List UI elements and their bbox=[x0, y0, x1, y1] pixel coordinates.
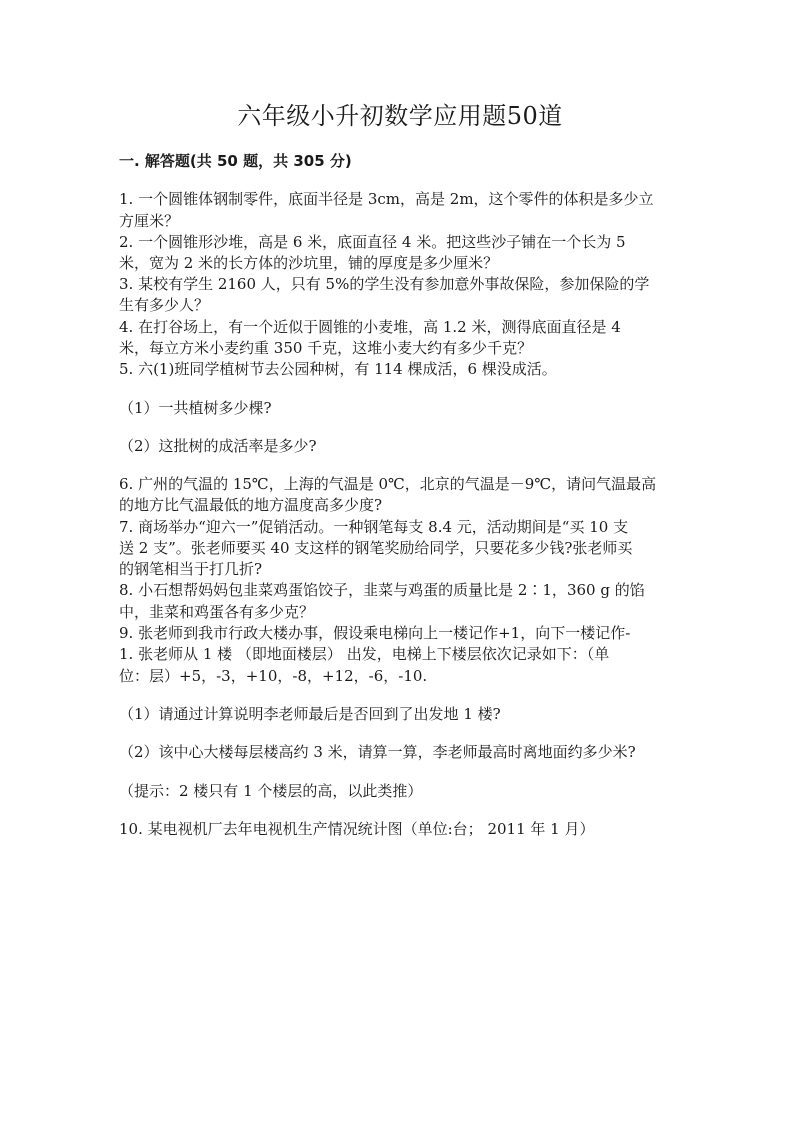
question-line: 5. 六(1)班同学植树节去公园种树，有 114 棵成活，6 棵没成活。 bbox=[119, 360, 557, 378]
question-line: 10. 某电视机厂去年电视机生产情况统计图（单位:台； 2011 年 1 月） bbox=[119, 820, 595, 838]
sub-question-line: （1）请通过计算说明李老师最后是否回到了出发地 1 楼? bbox=[119, 705, 501, 723]
sub-question-line: （2）该中心大楼每层楼高约 3 米，请算一算，李老师最高时离地面约多少米? bbox=[119, 743, 636, 761]
question-line: 生有多少人？ bbox=[119, 296, 210, 314]
question-line: 7. 商场举办“迎六一”促销活动。一种钢笔每支 8.4 元，活动期间是“买 10 支 bbox=[119, 518, 629, 536]
question-line: 中，韭菜和鸡蛋各有多少克？ bbox=[119, 603, 315, 621]
sub-question-line: （2）这批树的成活率是多少? bbox=[119, 437, 317, 455]
sub-question-line: （1）一共植树多少棵? bbox=[119, 399, 272, 417]
question-line: 的钢笔相当于打几折? bbox=[119, 560, 263, 578]
question-line: 方厘米？ bbox=[119, 212, 180, 230]
question-line: 4. 在打谷场上，有一个近似于圆锥的小麦堆，高 1.2 米，测得底面直径是 4 bbox=[119, 318, 621, 336]
question-line: 6. 广州的气温的 15℃，上海的气温是 0℃，北京的气温是－9℃，请问气温最高 bbox=[119, 475, 657, 493]
question-line: 1. 张老师从 1 楼 （即地面楼层） 出发，电梯上下楼层依次记录如下：（单 bbox=[119, 645, 610, 663]
question-line: 1. 一个圆锥体钢制零件，底面半径是 3cm，高是 2m，这个零件的体积是多少立 bbox=[119, 190, 654, 208]
page-title: 六年级小升初数学应用题50道 bbox=[237, 102, 563, 130]
question-line: 位：层）+5，-3，+10，-8，+12，-6，-10. bbox=[119, 667, 428, 685]
section-heading: 一. 解答题(共 50 题，共 305 分) bbox=[119, 152, 352, 170]
question-line: 9. 张老师到我市行政大楼办事，假设乘电梯向上一楼记作+1，向下一楼记作- bbox=[119, 624, 631, 642]
question-line: 送 2 支”。张老师要买 40 支这样的钢笔奖励给同学，只要花多少钱?张老师买 bbox=[119, 539, 633, 557]
question-line: 3. 某校有学生 2160 人，只有 5%的学生没有参加意外事故保险，参加保险的学 bbox=[119, 275, 650, 293]
hint-line: （提示：2 楼只有 1 个楼层的高，以此类推） bbox=[119, 782, 423, 800]
question-line: 米，宽为 2 米的长方体的沙坑里，铺的厚度是多少厘米？ bbox=[119, 254, 499, 272]
question-line: 的地方比气温最低的地方温度高多少度? bbox=[119, 496, 383, 514]
question-line: 米，每立方米小麦约重 350 千克，这堆小麦大约有多少千克？ bbox=[119, 339, 533, 357]
question-line: 8. 小石想帮妈妈包韭菜鸡蛋馅饺子，韭菜与鸡蛋的质量比是 2∶1，360 g 的馅 bbox=[119, 581, 645, 599]
question-line: 2. 一个圆锥形沙堆，高是 6 米，底面直径 4 米。把这些沙子铺在一个长为 5 bbox=[119, 233, 626, 251]
